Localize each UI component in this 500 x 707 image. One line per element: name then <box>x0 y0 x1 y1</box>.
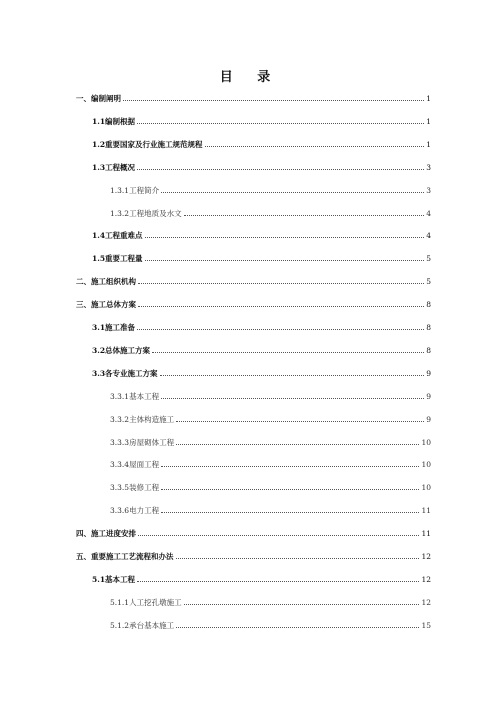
toc-entry-label: 3.3.4屋面工程 <box>110 460 160 470</box>
toc-entry[interactable] <box>92 229 431 241</box>
dot-leader <box>184 214 425 216</box>
toc-entry-page: 1 <box>426 139 431 149</box>
dot-leader <box>152 351 424 353</box>
toc-entry-label: 3.3.1基本工程 <box>110 391 160 401</box>
dot-leader <box>161 397 424 399</box>
dot-leader <box>161 488 419 490</box>
toc-entry-label: 1.2重要国家及行业施工规范规程 <box>92 139 203 149</box>
toc-entry[interactable] <box>110 596 431 608</box>
dot-leader <box>137 580 419 582</box>
dot-leader <box>138 282 424 284</box>
dot-leader <box>205 145 425 147</box>
toc-entry[interactable] <box>110 619 431 631</box>
toc-entry[interactable] <box>92 367 431 379</box>
dot-leader <box>176 443 419 445</box>
toc-entry-page: 5 <box>426 277 431 287</box>
toc-entry[interactable] <box>92 344 431 356</box>
dot-leader <box>161 465 419 467</box>
toc-entry[interactable] <box>76 550 431 562</box>
toc-entry-label: 3.3.5装修工程 <box>110 483 160 493</box>
toc-entry[interactable] <box>92 161 431 173</box>
toc-entry-label: 二、施工组织机构 <box>76 277 136 287</box>
toc-entry-label: 3.3.2主体构造施工 <box>110 414 175 424</box>
toc-entry-page: 15 <box>421 620 431 630</box>
toc-entry-page: 12 <box>421 574 431 584</box>
toc-entry[interactable] <box>110 458 431 470</box>
toc-entry-page: 8 <box>426 323 431 332</box>
toc-entry-label: 5.1.2承台基本施工 <box>110 620 175 630</box>
toc-entry[interactable] <box>76 527 431 539</box>
toc-entry-label: 1.1编制根据 <box>92 116 136 126</box>
dot-leader <box>176 420 424 422</box>
dot-leader <box>176 626 419 628</box>
toc-entry-page: 9 <box>426 414 431 424</box>
toc-entry-label: 3.3.6电力工程 <box>110 506 160 516</box>
toc-entry[interactable] <box>92 321 431 333</box>
toc-entry-page: 12 <box>421 597 431 607</box>
toc-entry[interactable] <box>110 413 431 425</box>
toc-entry[interactable] <box>92 138 431 150</box>
dot-leader <box>161 191 424 193</box>
dot-leader <box>137 168 424 170</box>
toc-entry-label: 一、编制阐明 <box>76 94 121 103</box>
toc-entry-label: 五、重要施工工艺流程和办法 <box>76 552 174 561</box>
toc-entry-label: 1.3工程概况 <box>92 162 136 172</box>
toc-entry-label: 1.3.1工程简介 <box>110 185 160 195</box>
dot-leader <box>176 557 420 559</box>
toc-entry-label: 1.5重要工程量 <box>92 254 143 264</box>
toc-entry[interactable] <box>110 436 431 448</box>
dot-leader <box>138 305 424 307</box>
toc-entry-label: 3.3各专业施工方案 <box>92 368 158 378</box>
toc-entry[interactable] <box>92 252 431 264</box>
toc-entry-page: 4 <box>426 208 431 218</box>
dot-leader <box>161 511 419 513</box>
toc-entry-label: 四、施工进度安排 <box>76 529 136 539</box>
toc-entry-page: 10 <box>421 437 431 447</box>
toc-entry-page: 10 <box>421 460 431 470</box>
toc-entry-page: 9 <box>426 368 431 378</box>
toc-entry-page: 11 <box>421 506 431 516</box>
toc-entry-label: 5.1.1人工挖孔墩施工 <box>110 597 182 607</box>
toc-entry[interactable] <box>110 390 431 402</box>
toc-entry-page: 3 <box>426 185 431 195</box>
dot-leader <box>160 374 425 376</box>
toc-entry-page: 1 <box>426 116 431 126</box>
toc-entry[interactable] <box>76 92 431 104</box>
toc-entry-page: 4 <box>426 231 431 241</box>
toc-entry-page: 8 <box>426 300 431 310</box>
dot-leader <box>184 603 420 605</box>
toc-entry[interactable] <box>110 481 431 493</box>
toc-entry-label: 3.3.3房屋砌体工程 <box>110 437 175 447</box>
toc-entry-label: 1.3.2工程地质及水文 <box>110 208 182 218</box>
toc-entry-label: 3.2总体施工方案 <box>92 345 151 355</box>
toc-entry-page: 8 <box>426 345 431 355</box>
toc-entry-page: 10 <box>421 483 431 493</box>
toc-entry-page: 3 <box>426 162 431 172</box>
toc-entry[interactable] <box>110 207 431 219</box>
toc-entry-label: 5.1基本工程 <box>92 574 136 584</box>
toc-entry[interactable] <box>76 275 431 287</box>
dot-leader <box>138 534 419 536</box>
toc-entry-page: 9 <box>426 391 431 401</box>
toc-entry[interactable] <box>76 298 431 310</box>
toc-entry[interactable] <box>92 115 431 127</box>
toc-entry-page: 5 <box>426 254 431 264</box>
toc-entry-label: 1.4工程重难点 <box>92 231 143 241</box>
toc-entry-page: 12 <box>421 552 431 561</box>
dot-leader <box>137 122 424 124</box>
dot-leader <box>137 328 424 330</box>
toc-entry-page: 1 <box>426 94 431 103</box>
toc-entry[interactable] <box>92 573 431 585</box>
toc-entry-page: 11 <box>421 529 431 539</box>
dot-leader <box>123 99 424 101</box>
dot-leader <box>145 259 425 261</box>
toc-title: 目 录 <box>219 70 281 85</box>
toc-entry[interactable] <box>110 184 431 196</box>
toc-entry-label: 3.1施工准备 <box>92 323 136 332</box>
toc-entry-label: 三、施工总体方案 <box>76 300 136 310</box>
toc-entry[interactable] <box>110 504 431 516</box>
dot-leader <box>145 236 425 238</box>
